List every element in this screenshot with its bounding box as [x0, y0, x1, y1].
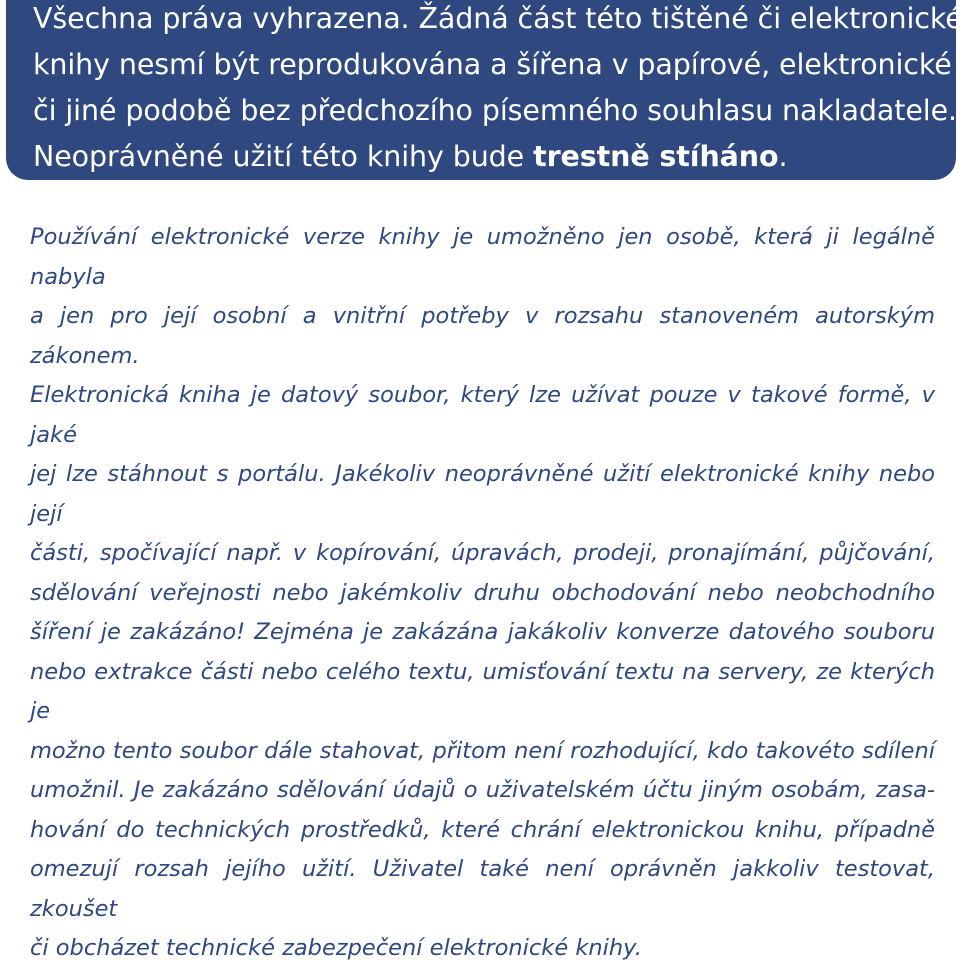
notice-line-13: či obcházet technické zabezpečení elektronické knihy.: [30, 935, 642, 961]
notice-line-5: části, spočívající např. v kopírování, úpravách, prodeji, pronajímání, půjčování,: [30, 540, 935, 566]
notice-line-10: umožnil. Je zakázáno sdělování údajů o uživatelském účtu jiným osobám, zasa-: [30, 777, 935, 803]
copyright-banner: [6, 0, 963, 180]
notice-line-7: šíření je zakázáno! Zejména je zakázána jakákoliv konverze datového souboru: [30, 619, 935, 645]
notice-line-11: hování do technických prostředků, které chrání elektronickou knihu, případně: [30, 816, 935, 843]
ebook-usage-notice: [30, 218, 935, 969]
notice-line-1: Používání elektronické verze knihy je umožněno jen osobě, která ji legálně nabyla: [30, 224, 935, 290]
banner-line-4: [33, 134, 936, 180]
notice-line-3: Elektronická kniha je datový soubor, který lze užívat pouze v takové formě, v jaké: [30, 382, 935, 448]
notice-line-12: omezují rozsah jejího užití. Uživatel také není oprávněn jakkoliv testovat, zkoušet: [30, 856, 935, 922]
notice-line-2: a jen pro její osobní a vnitřní potřeby v rozsahu stanoveném autorským zákonem.: [30, 303, 935, 369]
banner-line-1: Všechna práva vyhrazena. Žádná část této tištěné či elektronické: [33, 2, 963, 35]
notice-line-6: sdělování veřejnosti nebo jakémkoliv druhu obchodování nebo neobchodního: [30, 579, 935, 606]
notice-line-8: nebo extrakce části nebo celého textu, umisťování textu na servery, ze kterých je: [30, 658, 935, 724]
notice-line-9: možno tento soubor dále stahovat, přitom není rozhodující, kdo takovéto sdílení: [30, 737, 935, 764]
banner-final-period: .: [778, 140, 788, 173]
banner-emphasis: trestně stíháno: [533, 140, 779, 173]
banner-line-3: či jiné podobě bez předchozího písemného souhlasu nakladatele.: [33, 94, 958, 127]
notice-line-4: jej lze stáhnout s portálu. Jakékoliv neoprávněné užití elektronické knihy nebo její: [30, 461, 935, 527]
banner-line-2: knihy nesmí být reprodukována a šířena v papírové, elektronické: [33, 48, 952, 81]
banner-line-4-text: Neoprávněné užití této knihy bude: [33, 140, 534, 173]
